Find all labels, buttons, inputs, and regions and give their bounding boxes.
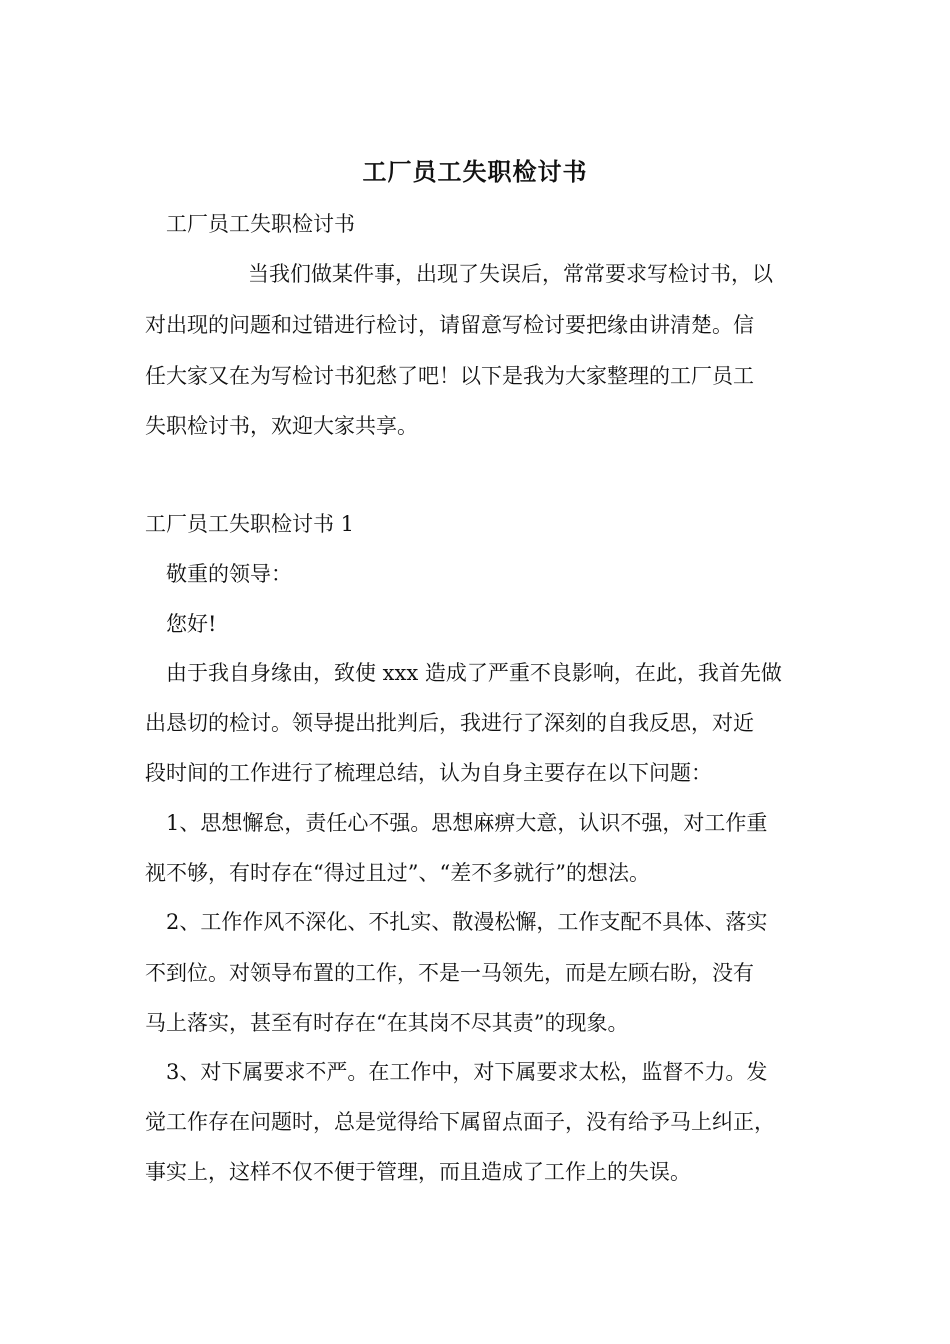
item-1-line-1: 1、思想懈怠，责任心不强。思想麻痹大意，认识不强，对工作重 bbox=[166, 811, 768, 835]
section-heading: 工厂员工失职检讨书 1 bbox=[145, 512, 355, 536]
body-line-3: 段时间的工作进行了梳理总结，认为自身主要存在以下问题： bbox=[145, 761, 712, 785]
body-line-2: 出恳切的检讨。领导提出批判后，我进行了深刻的自我反思，对近 bbox=[145, 711, 754, 735]
item-3-line-3: 事实上，这样不仅不便于管理，而且造成了工作上的失误。 bbox=[145, 1160, 691, 1184]
greeting-line: 您好! bbox=[166, 612, 217, 636]
item-2-line-2: 不到位。对领导布置的工作，不是一马领先，而是左顾右盼，没有 bbox=[145, 961, 754, 985]
item-1-line-2: 视不够，有时存在“得过且过”、“差不多就行”的想法。 bbox=[145, 861, 650, 885]
item-3-line-1: 3、对下属要求不严。在工作中，对下属要求太松，监督不力。发 bbox=[166, 1060, 768, 1084]
item-2-line-1: 2、工作作风不深化、不扎实、散漫松懈，工作支配不具体、落实 bbox=[166, 910, 768, 934]
item-3-line-2: 觉工作存在问题时，总是觉得给下属留点面子，没有给予马上纠正， bbox=[145, 1110, 775, 1134]
salutation-line: 敬重的领导： bbox=[166, 562, 292, 586]
item-2-line-3: 马上落实，甚至有时存在“在其岗不尽其责”的现象。 bbox=[145, 1011, 629, 1035]
body-line-1: 由于我自身缘由，致使 xxx 造成了严重不良影响，在此，我首先做 bbox=[166, 661, 782, 685]
intro-line-2: 对出现的问题和过错进行检讨，请留意写检讨要把缘由讲清楚。信 bbox=[145, 313, 754, 337]
intro-line-1: 当我们做某件事，出现了失误后，常常要求写检讨书，以 bbox=[248, 262, 773, 286]
document-title: 工厂员工失职检讨书 bbox=[362, 157, 588, 186]
intro-line-3: 任大家又在为写检讨书犯愁了吧！以下是我为大家整理的工厂员工 bbox=[145, 364, 754, 388]
intro-line-4: 失职检讨书，欢迎大家共享。 bbox=[145, 414, 418, 438]
subtitle-line: 工厂员工失职检讨书 bbox=[166, 212, 355, 236]
